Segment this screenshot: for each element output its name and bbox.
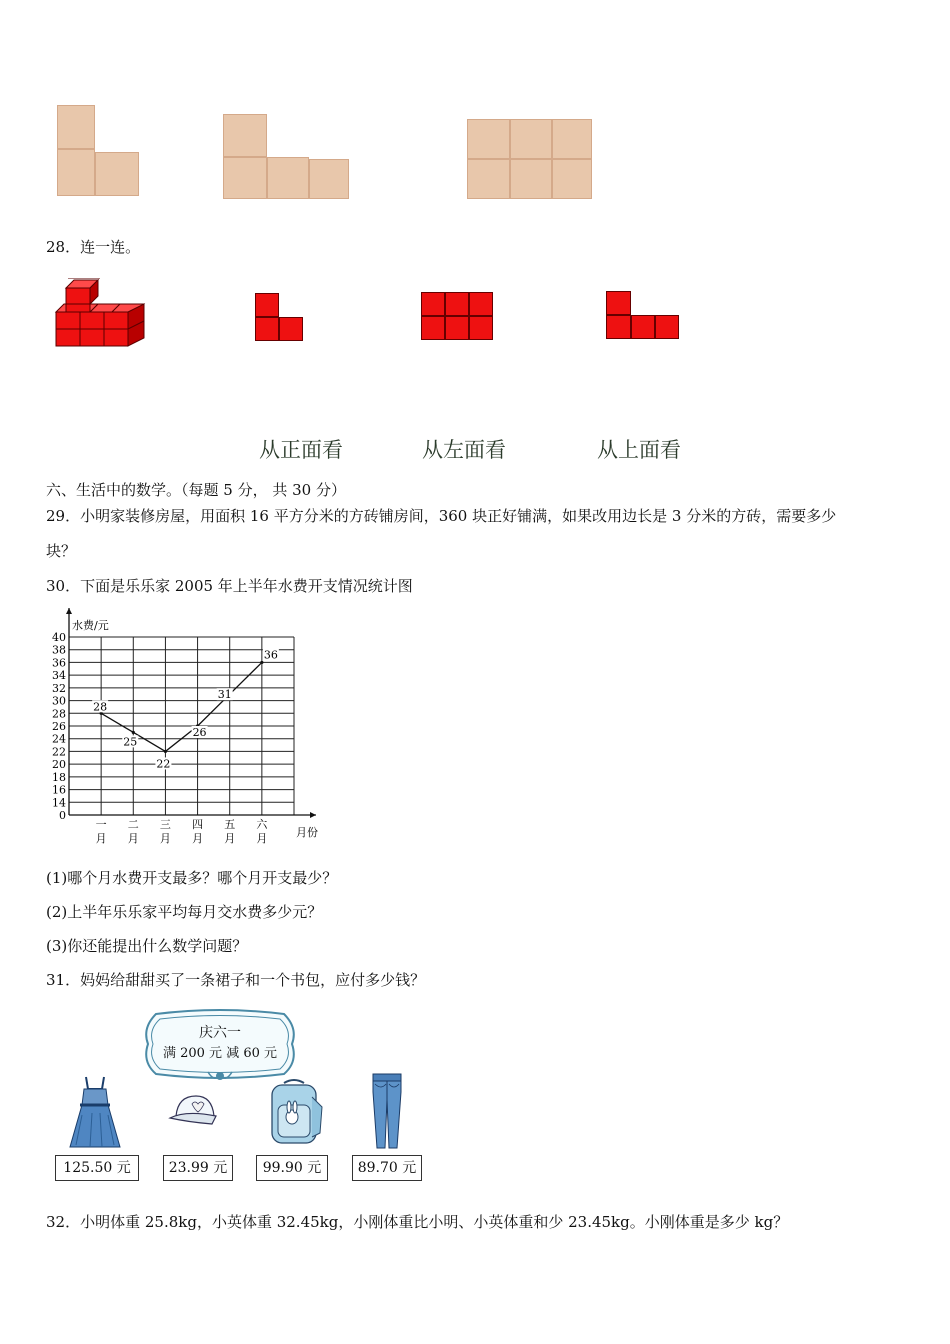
x-tick-label-bottom: 月 bbox=[192, 832, 204, 845]
y-tick-label: 22 bbox=[52, 745, 66, 759]
y-tick-label: 30 bbox=[52, 694, 66, 708]
section-6-heading: 六、生活中的数学。（每题 5 分， 共 30 分） bbox=[46, 481, 346, 499]
question-29-line2: 块？ bbox=[46, 542, 77, 560]
question-31: 31．妈妈给甜甜买了一条裙子和一个书包，应付多少钱？ bbox=[46, 971, 426, 989]
data-label: 22 bbox=[156, 757, 171, 771]
x-tick-label-bottom: 月 bbox=[159, 832, 171, 845]
label-left-view: 从左面看 bbox=[422, 438, 506, 462]
red-square bbox=[255, 317, 279, 341]
tile bbox=[467, 159, 510, 199]
data-label: 36 bbox=[263, 648, 278, 662]
y-tick-label: 16 bbox=[52, 783, 66, 797]
question-30-sub3: (3)你还能提出什么数学问题？ bbox=[46, 937, 248, 955]
question-28: 28．连一连。 bbox=[46, 238, 141, 256]
label-top-view: 从上面看 bbox=[597, 438, 681, 462]
y-tick-label: 14 bbox=[52, 796, 66, 810]
water-fee-line-chart bbox=[40, 606, 330, 846]
price-cap: 23.99 元 bbox=[163, 1155, 233, 1181]
x-tick-label-top: 一 bbox=[95, 818, 107, 831]
data-label: 28 bbox=[93, 700, 108, 714]
y-tick-label: 38 bbox=[52, 643, 66, 657]
x-tick-label-top: 四 bbox=[192, 818, 204, 831]
price-backpack: 99.90 元 bbox=[256, 1155, 328, 1181]
red-square bbox=[255, 293, 279, 317]
question-32: 32．小明体重 25.8kg，小英体重 32.45kg，小刚体重比小明、小英体重和少 23.45kg。小刚体重是多少 kg？ bbox=[46, 1213, 789, 1231]
red-square bbox=[445, 316, 469, 340]
data-label: 31 bbox=[217, 688, 232, 702]
tile bbox=[267, 157, 309, 199]
data-label: 26 bbox=[192, 726, 207, 739]
price-dress: 125.50 元 bbox=[55, 1155, 139, 1181]
question-29-line1: 29．小明家装修房屋，用面积 16 平方分米的方砖铺房间，360 块正好铺满，如果改用边长是 3 分米的方砖，需要多少 bbox=[46, 507, 837, 525]
y-tick-label: 24 bbox=[52, 732, 66, 746]
backpack-icon bbox=[264, 1077, 324, 1147]
red-square bbox=[606, 291, 631, 315]
x-tick-label-top: 六 bbox=[256, 818, 268, 831]
tile bbox=[95, 152, 139, 196]
jeans-icon bbox=[367, 1072, 407, 1150]
y-tick-label: 32 bbox=[52, 681, 66, 695]
red-square bbox=[279, 317, 303, 341]
y-axis-arrow bbox=[66, 608, 72, 614]
tile bbox=[552, 119, 592, 159]
tile bbox=[57, 149, 95, 196]
dress-icon bbox=[66, 1075, 124, 1151]
data-label: 25 bbox=[123, 735, 138, 749]
data-point bbox=[132, 731, 135, 734]
tile bbox=[223, 157, 267, 199]
red-square bbox=[606, 315, 631, 339]
x-axis-arrow bbox=[310, 812, 316, 818]
y-tick-label: 28 bbox=[52, 707, 66, 721]
red-square bbox=[421, 292, 445, 316]
tile bbox=[467, 119, 510, 159]
y-tick-label: 40 bbox=[52, 631, 66, 644]
red-square bbox=[469, 316, 493, 340]
y-tick-label: 20 bbox=[52, 758, 66, 772]
question-30-sub1: (1)哪个月水费开支最多？哪个月开支最少？ bbox=[46, 869, 338, 887]
cube-stack-figure bbox=[52, 278, 152, 350]
x-tick-label-bottom: 月 bbox=[95, 832, 107, 845]
label-front-view: 从正面看 bbox=[259, 438, 343, 462]
question-30-sub2: (2)上半年乐乐家平均每月交水费多少元？ bbox=[46, 903, 323, 921]
y-axis-label: 水费/元 bbox=[72, 619, 109, 632]
y-tick-label: 36 bbox=[52, 656, 66, 670]
tile bbox=[552, 159, 592, 199]
data-point bbox=[164, 750, 167, 753]
cap-icon bbox=[168, 1092, 218, 1130]
price-jeans: 89.70 元 bbox=[352, 1155, 422, 1181]
tile bbox=[510, 119, 552, 159]
y-tick-label: 26 bbox=[52, 720, 66, 733]
banner-discount: 满 200 元 减 60 元 bbox=[162, 1046, 278, 1061]
question-30: 30．下面是乐乐家 2005 年上半年水费开支情况统计图 bbox=[46, 577, 413, 595]
tile bbox=[223, 114, 267, 157]
red-square bbox=[421, 316, 445, 340]
red-square bbox=[655, 315, 679, 339]
x-tick-label-top: 三 bbox=[159, 818, 171, 831]
x-tick-label-bottom: 月 bbox=[256, 832, 268, 845]
y-tick-label: 34 bbox=[52, 669, 66, 683]
x-tick-label-top: 五 bbox=[224, 818, 236, 831]
y-tick-label: 18 bbox=[52, 770, 66, 784]
y-tick-label: 0 bbox=[59, 809, 66, 822]
red-square bbox=[445, 292, 469, 316]
banner-title: 庆六一 bbox=[199, 1025, 241, 1041]
x-tick-label-bottom: 月 bbox=[224, 832, 236, 845]
x-axis-label: 月份 bbox=[296, 826, 318, 839]
red-square bbox=[469, 292, 493, 316]
tile bbox=[309, 159, 349, 199]
red-square bbox=[631, 315, 655, 339]
tile bbox=[510, 159, 552, 199]
tile bbox=[57, 105, 95, 149]
x-tick-label-top: 二 bbox=[127, 818, 139, 831]
x-tick-label-bottom: 月 bbox=[127, 832, 139, 845]
